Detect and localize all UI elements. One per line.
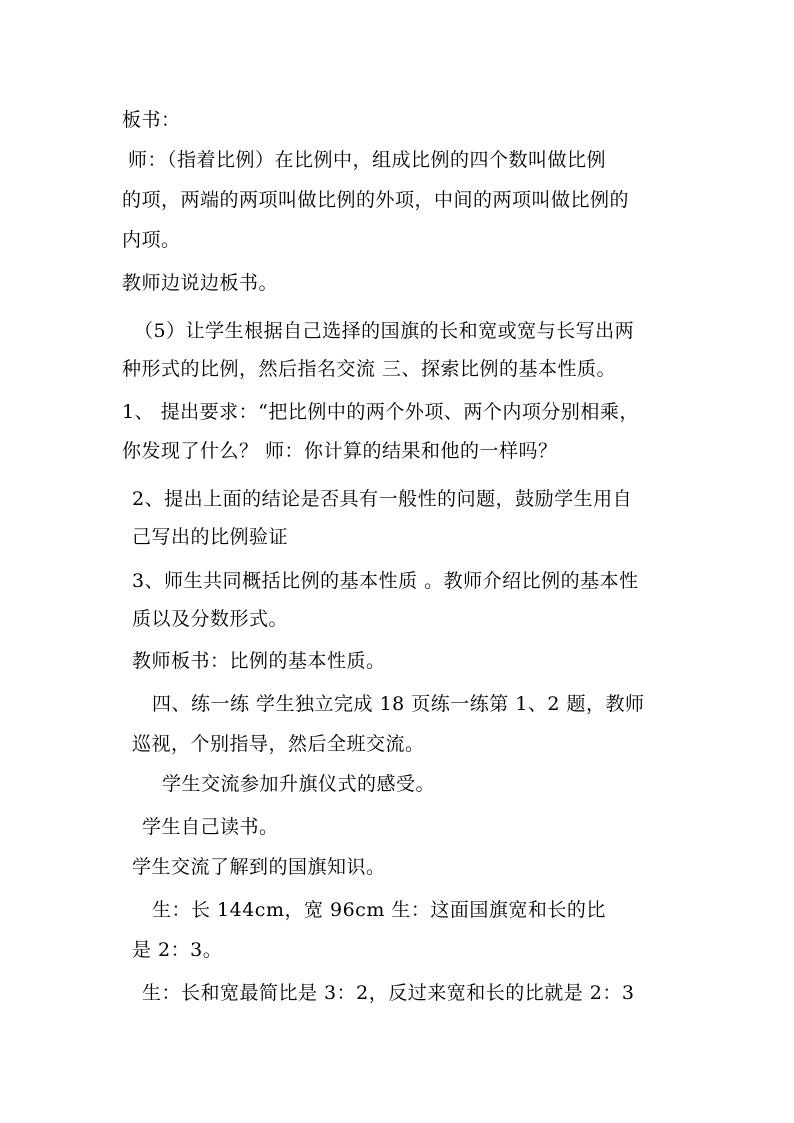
- text-line: 内项。: [122, 229, 181, 251]
- text-line: 学生自己读书。: [142, 816, 279, 838]
- text-line: （5）让学生根据自己选择的国旗的长和宽或宽与长写出两: [134, 320, 635, 342]
- text-line: 四、练一练 学生独立完成 18 页练一练第 1、2 题，教师: [152, 693, 645, 715]
- text-line: 教师边说边板书。: [122, 272, 279, 294]
- text-line: 质以及分数形式。: [132, 608, 289, 630]
- text-line: 己写出的比例验证: [132, 526, 289, 548]
- text-line: 2、提出上面的结论是否具有一般性的问题，鼓励学生用自: [132, 488, 633, 510]
- text-line: 学生交流参加升旗仪式的感受。: [162, 773, 436, 795]
- text-line: 你发现了什么？ 师：你计算的结果和他的一样吗？: [122, 440, 558, 462]
- text-line: 生：长和宽最简比是 3：2，反过来宽和长的比就是 2：3: [142, 982, 635, 1004]
- text-line: 教师板书：比例的基本性质。: [132, 650, 386, 672]
- text-line: 巡视，个别指导，然后全班交流。: [132, 733, 425, 755]
- text-line: 的项，两端的两项叫做比例的外项，中间的两项叫做比例的: [122, 189, 630, 211]
- text-line: 种形式的比例，然后指名交流 三、探索比例的基本性质。: [122, 358, 617, 380]
- text-line: 师：（指着比例）在比例中，组成比例的四个数叫做比例: [128, 149, 607, 171]
- text-line: 学生交流了解到的国旗知识。: [132, 856, 386, 878]
- text-line: 1、 提出要求：“把比例中的两个外项、两个内项分别相乘，: [122, 401, 639, 423]
- text-line: 生：长 144cm，宽 96cm 生：这面国旗宽和长的比: [152, 899, 606, 921]
- text-line: 3、师生共同概括比例的基本性质 。教师介绍比例的基本性: [132, 570, 639, 592]
- text-line: 板书：: [122, 109, 181, 131]
- text-line: 是 2：3。: [132, 939, 223, 961]
